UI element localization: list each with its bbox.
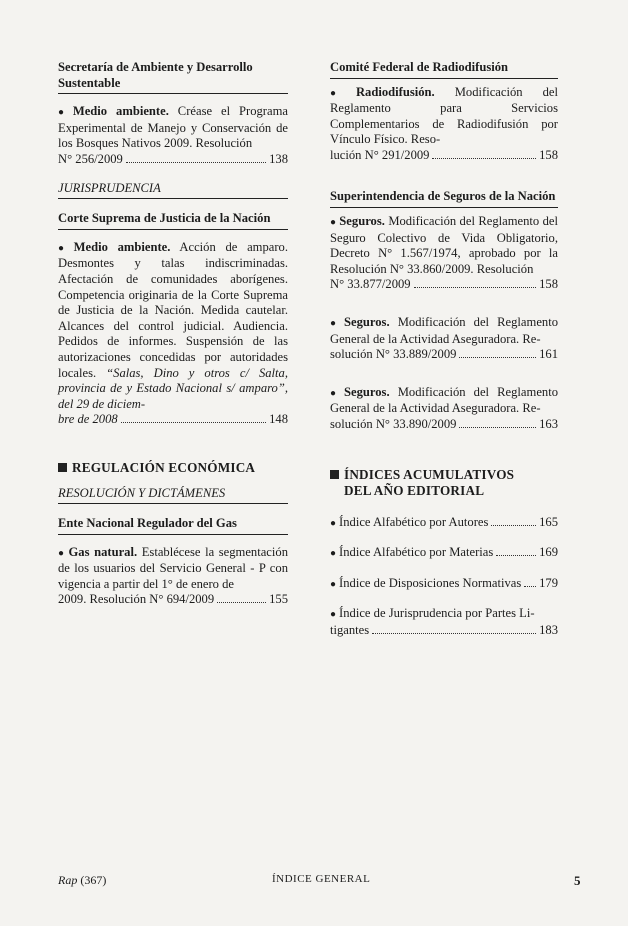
index-entry: ● Seguros. Modificación del Reglamento General de la Actividad Aseguradora. Re- solución N° 33.889/2009 161 [330, 314, 558, 362]
journal-reference: Rap (367) [58, 873, 107, 887]
right-column [330, 60, 558, 638]
page-number: 5 [574, 873, 581, 888]
index-entry: ● Medio ambiente. Créase el Programa Experimental de Manejo y Conservación de los Bosques Nativos 2009. Resolución N° 256/2009 138 [58, 104, 288, 166]
page-ref: 179 [539, 575, 558, 590]
entry-leader: lución N° 291/2009 158 [330, 147, 558, 162]
entry-leader: solución N° 33.890/2009 163 [330, 416, 558, 431]
section-label: JURISPRUDENCIA [58, 181, 288, 199]
org-heading: Superintendencia de Seguros de la Nación [330, 189, 558, 208]
running-footer: ÍNDICE GENERAL [272, 873, 371, 885]
bullet-icon: ● [330, 517, 337, 529]
square-bullet-icon [330, 470, 339, 479]
bullet-icon: ● [330, 87, 353, 99]
bullet-icon: ● [330, 609, 337, 621]
bullet-icon: ● [58, 547, 66, 559]
org-heading: Corte Suprema de Justicia de la Nación [58, 211, 288, 230]
square-bullet-icon [58, 463, 67, 472]
index-entry: ● Medio ambiente. Acción de amparo. Desmontes y talas indiscriminadas. Afectación de comunidades aborígenes. Competencia originaria de la Corte Suprema de Justicia de la Nación. Medida cautelar. Alcances del control judicial. Audiencia. Pedidos de informes. Suspensión de las autorizaciones concedidas por autoridades locales. “Salas, Dino y otros c/ Salta, provincia de y Estado Nacional s/ amparo”, del 29 de diciem- bre de 2008 148 [58, 239, 288, 427]
page-ref: 158 [539, 277, 558, 292]
page-ref: 161 [539, 347, 558, 362]
index-entry: ● Radiodifusión. Modificación del Reglamento para Servicios Complementarios de Radiodifusión por Vínculo Físico. Reso- lución N° 291/2009 158 [330, 84, 558, 162]
bullet-icon: ● [330, 578, 337, 590]
org-heading: Ente Nacional Regulador del Gas [58, 516, 288, 535]
cumulative-index-list [330, 515, 558, 639]
page-ref: 163 [539, 416, 558, 431]
entry-leader: N° 33.877/2009 158 [330, 277, 558, 292]
bullet-icon: ● [58, 242, 71, 254]
entry-leader: bre de 2008 148 [58, 412, 288, 427]
section-heading: ÍNDICES ACUMULATIVOS DEL AÑO EDITORIAL [330, 467, 558, 499]
index-entry: ● Seguros. Modificación del Reglamento General de la Actividad Aseguradora. Re- solución N° 33.890/2009 163 [330, 384, 558, 431]
index-item: ● Índice Alfabético por Autores 165 [330, 514, 558, 529]
page-ref: 155 [269, 592, 288, 607]
left-column [58, 60, 288, 608]
entry-leader: N° 256/2009 138 [58, 151, 288, 166]
page-ref: 138 [269, 151, 288, 166]
bullet-icon: ● [330, 317, 341, 329]
bullet-icon: ● [330, 216, 337, 228]
index-item: ● Índice de Jurisprudencia por Partes Li- tigantes 183 [330, 606, 558, 637]
page-ref: 183 [539, 622, 558, 637]
section-label: RESOLUCIÓN Y DICTÁMENES [58, 486, 288, 504]
page-ref: 148 [269, 412, 288, 427]
bullet-icon: ● [330, 548, 337, 560]
index-entry: ● Seguros. Modificación del Reglamento del Seguro Colectivo de Vida Obligatorio, Decreto N° 1.567/1974, aprobado por la Resolución N° 33.860/2009. Resolución N° 33.877/2009 158 [330, 213, 558, 292]
section-heading: REGULACIÓN ECONÓMICA [58, 460, 288, 476]
index-item: ● Índice Alfabético por Materias 169 [330, 545, 558, 560]
page-ref: 165 [539, 514, 558, 529]
page-ref: 158 [539, 147, 558, 162]
org-heading: Secretaría de Ambiente y Desarrollo Sustentable [58, 60, 288, 94]
index-entry: ● Gas natural. Establécese la segmentación de los usuarios del Servicio General - P con vigencia a partir del 1° de enero de 2009. Resolución N° 694/2009 155 [58, 544, 288, 607]
org-heading: Comité Federal de Radiodifusión [330, 60, 558, 79]
index-item: ● Índice de Disposiciones Normativas 179 [330, 575, 558, 590]
entry-leader: solución N° 33.889/2009 161 [330, 347, 558, 362]
entry-leader: 2009. Resolución N° 694/2009 155 [58, 592, 288, 607]
bullet-icon: ● [58, 107, 70, 118]
page-ref: 169 [539, 545, 558, 560]
bullet-icon: ● [330, 387, 341, 399]
